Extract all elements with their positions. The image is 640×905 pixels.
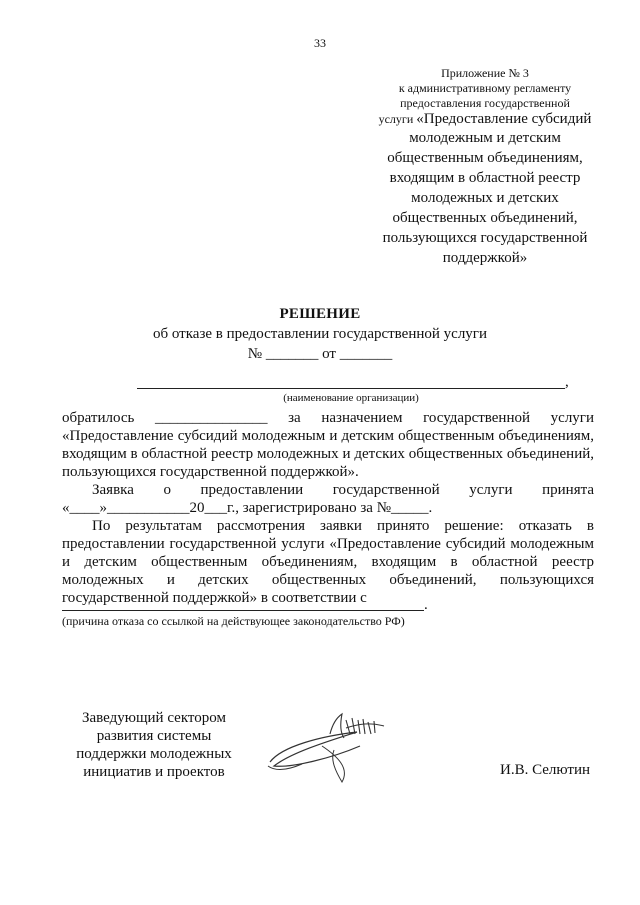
handwritten-signature: [262, 706, 402, 786]
appendix-line: пользующихся государственной: [382, 230, 588, 246]
signer-position: [64, 709, 244, 781]
reason-dot: .: [424, 597, 428, 613]
signer-name: И.В. Селютин: [500, 762, 591, 778]
organization-caption: (наименование организации): [283, 392, 419, 404]
organization-blank-line: [137, 388, 565, 389]
decision-subtitle: об отказе в предоставлении государственной услуги: [152, 326, 487, 342]
appendix-line: поддержкой»: [442, 250, 528, 266]
organization-comma: ,: [565, 374, 569, 390]
reason-caption: (причина отказа со ссылкой на действующее законодательство РФ): [62, 614, 405, 628]
decision-number-line: № _______ от _______: [247, 346, 393, 362]
appendix-line: общественных объединений,: [392, 210, 578, 226]
appendix-line: молодежным и детским: [409, 130, 561, 146]
signer-line: Заведующий сектором: [82, 710, 226, 726]
paragraph-application: обратилось _______________ за назначением государственной услуги «Предоставление субсидий молодежным и детским общественным объединениям, входящим в областной реестр молодежных и детских общественных объединений, пользующихся государственной поддержкой».: [62, 410, 594, 480]
reason-blank-line: [62, 610, 424, 611]
paragraph-request-line1: Заявка о предоставлении государственной услуги принята: [92, 482, 594, 498]
decision-title: РЕШЕНИЕ: [279, 306, 361, 322]
appendix-line: молодежных и детских: [411, 190, 559, 206]
appendix-line: общественным объединениям,: [387, 150, 583, 166]
paragraph-request-line2: «____»___________20___г., зарегистрировано за №_____.: [62, 500, 433, 516]
appendix-line: к административному регламенту: [398, 81, 572, 95]
signer-line: развития системы: [96, 728, 212, 744]
page-number: 33: [314, 36, 326, 50]
signer-line: поддержки молодежных: [76, 746, 232, 762]
appendix-line-prefix: услуги: [378, 112, 414, 126]
signer-line: инициатив и проектов: [83, 764, 225, 780]
appendix-header: [372, 66, 598, 268]
appendix-line: предоставления государственной: [400, 96, 570, 110]
paragraph-decision: По результатам рассмотрения заявки принято решение: отказать в предоставлении государственной услуги «Предоставление субсидий молодежным и детским общественным объединениям, входящим в областной реестр молодежных и детских общественных объединений, пользующихся государственной поддержкой» в соответствии с: [62, 518, 594, 606]
appendix-line-suffix: «Предоставление субсидий: [416, 111, 592, 127]
appendix-line: [372, 111, 598, 128]
appendix-title: Приложение № 3: [441, 66, 529, 80]
appendix-line: входящим в областной реестр: [389, 170, 581, 186]
